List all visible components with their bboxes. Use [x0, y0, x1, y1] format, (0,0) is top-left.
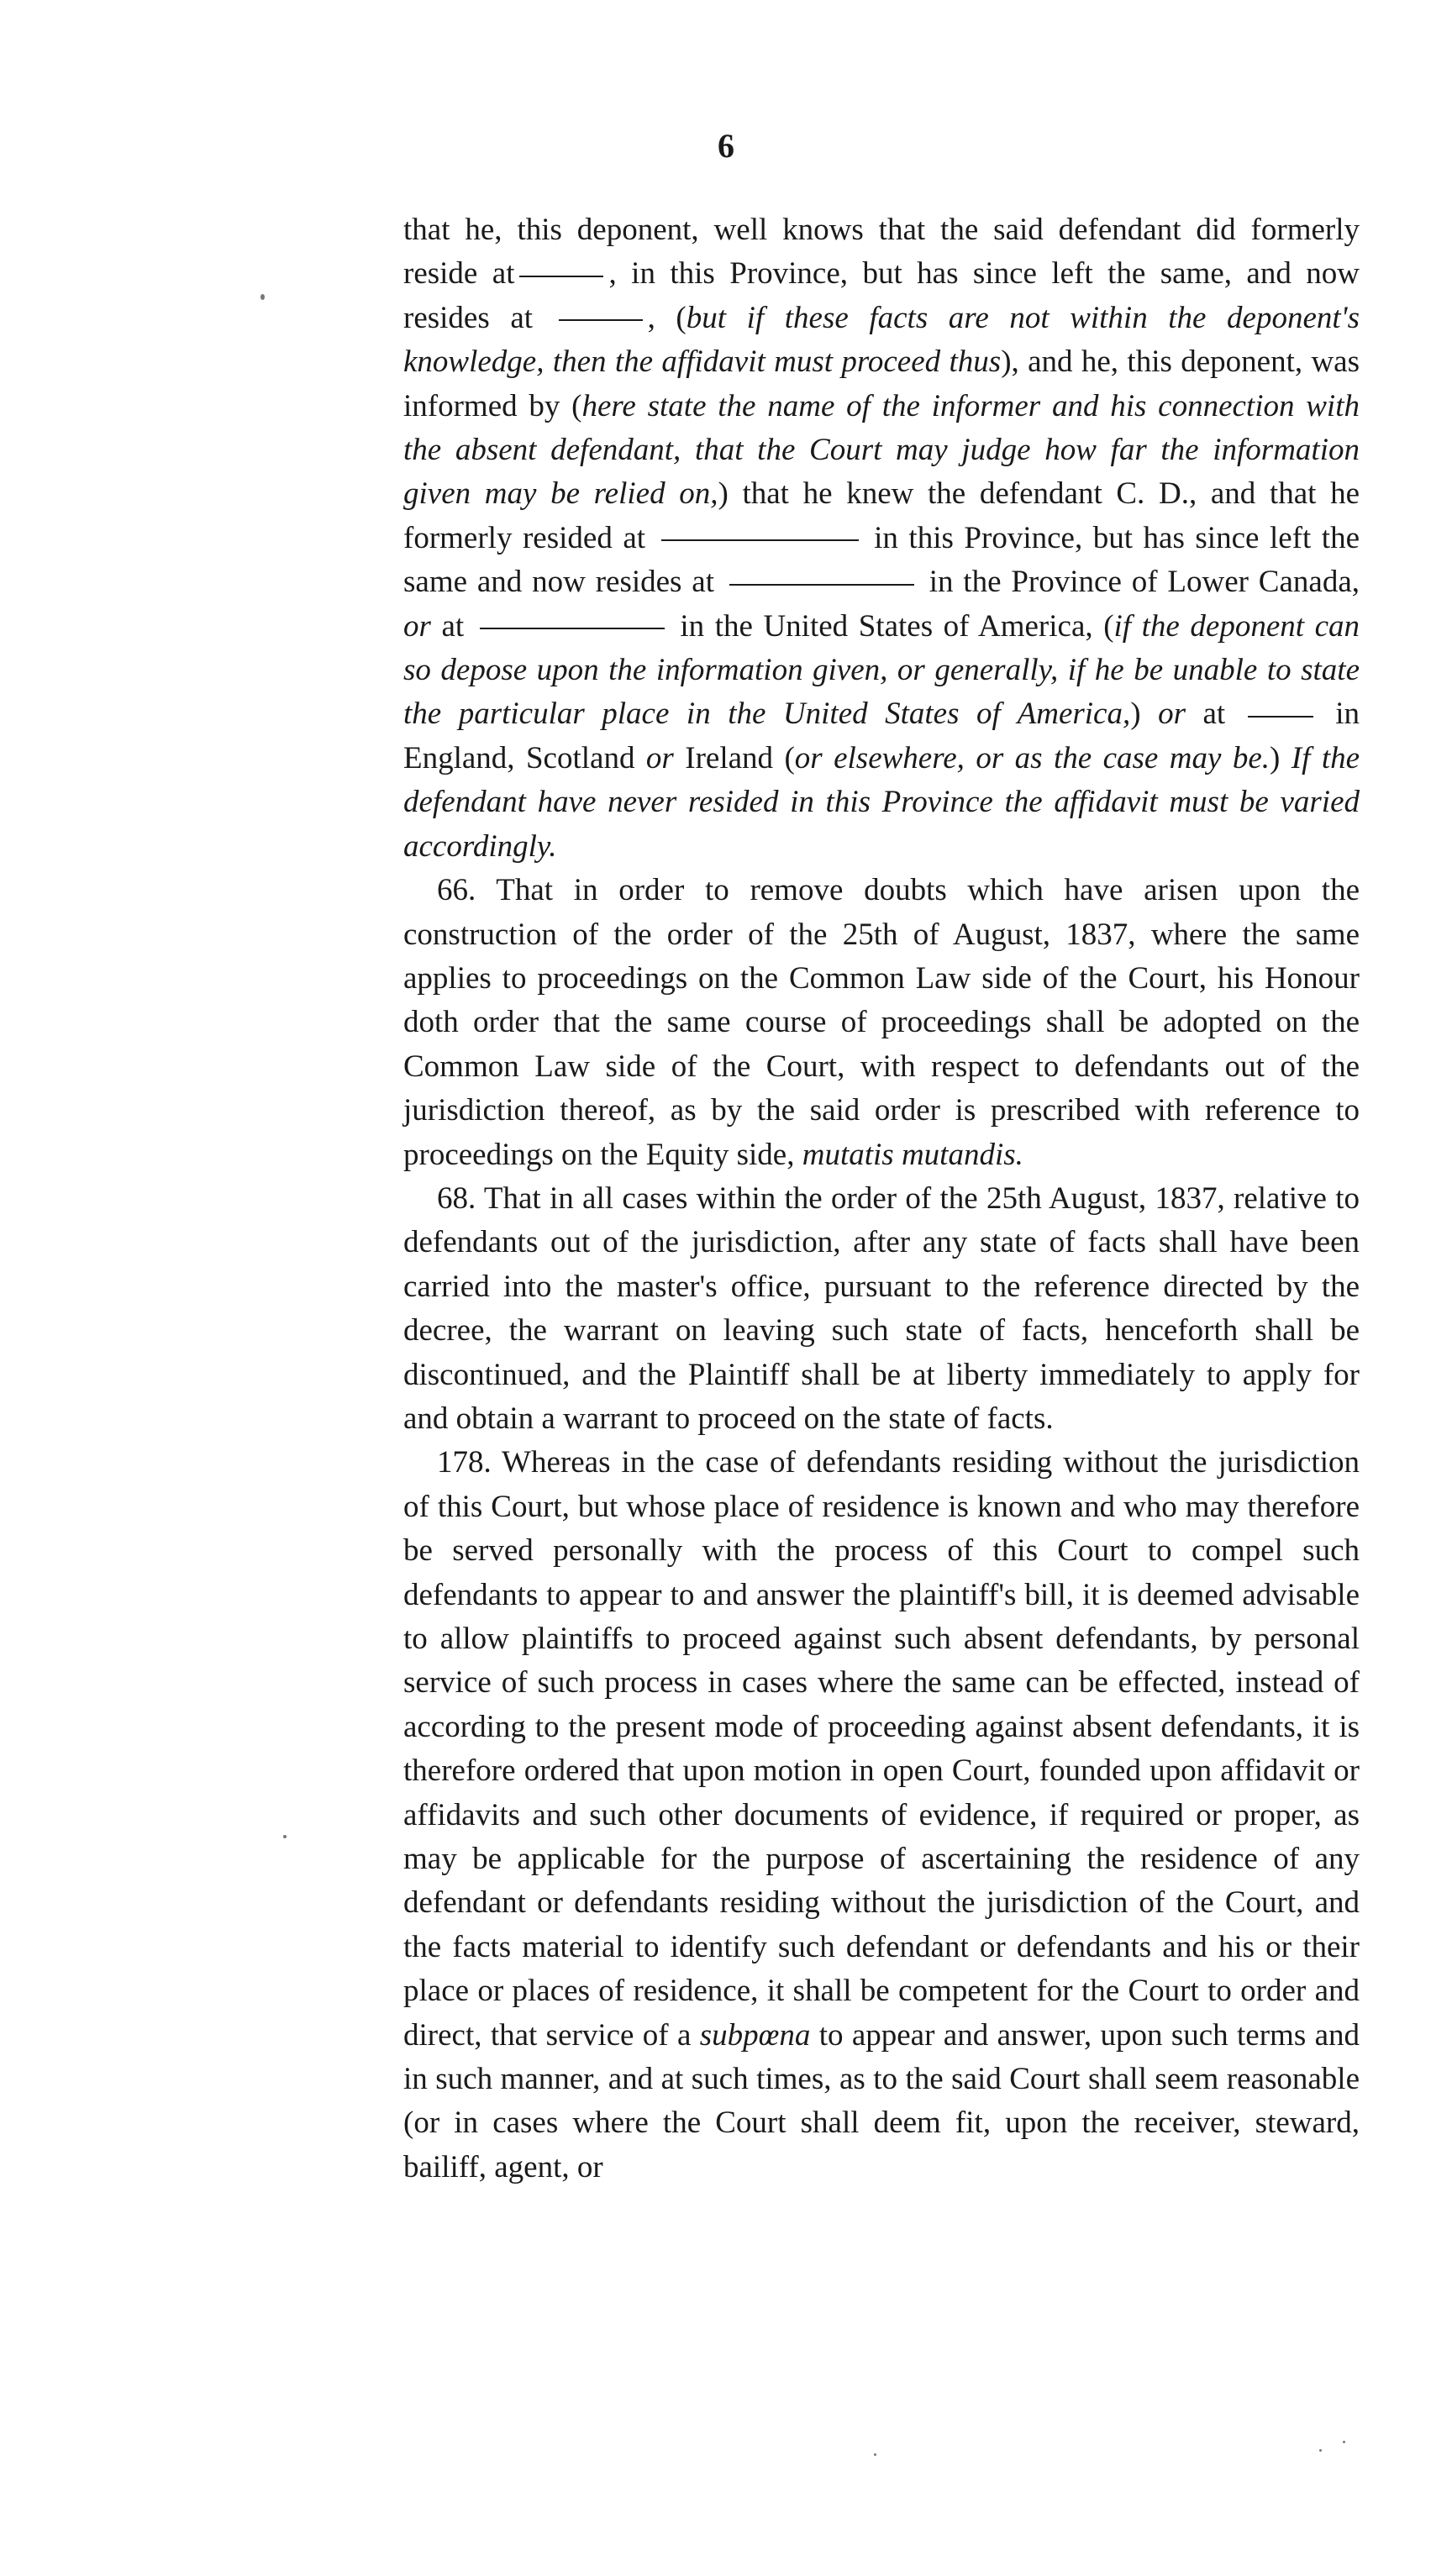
- scan-speck: [260, 294, 265, 300]
- p1-italic-m: or elsewhere, or as the case may be.: [794, 740, 1270, 775]
- p1-italic-d: here state the name of the informer and his connection with the absent defendant, that the Court may judge how far the information given may be relied on,: [403, 388, 1360, 512]
- p1-text-c: , (: [647, 300, 687, 335]
- scan-speck: [874, 2453, 876, 2456]
- p1-italic-c: but if these facts are not within the deponent's knowledge, then the affidavit must proceed thus: [403, 300, 1360, 380]
- p1-text-d: ), and he, this deponent, was informed by (: [403, 344, 1360, 423]
- paragraph-178: [403, 1441, 1360, 2190]
- p178-italic-subpoena: subpœna: [699, 2017, 811, 2053]
- p1-italic-i: if the deponent can so depose upon the information given, or generally, if he be unable to state the particular place in the United States of America,: [403, 608, 1360, 732]
- p1-text-k: at: [1202, 697, 1226, 732]
- p1-or-j: or: [1158, 697, 1186, 732]
- p1-or-l: or: [645, 740, 674, 775]
- paragraph-66: [403, 869, 1360, 1177]
- p1-italic-n: If the defendant have never resided in this Province the affidavit must be varied accordingly.: [403, 740, 1360, 864]
- blank-line: [559, 319, 643, 321]
- p1-text-e: ) that he knew the defendant C. D., and that he formerly resided at: [403, 476, 1360, 555]
- p1-text-l: in England, Scotland: [403, 697, 1360, 775]
- p1-text-j: ): [1130, 697, 1141, 732]
- p1-text-h: at: [441, 608, 465, 644]
- p68-text: 68. That in all cases within the order of the 25th August, 1837, relative to defendants out of the jurisdiction, after any state of facts shall have been carried into the master's office, pursuant to the reference directed by the decree, the warrant on leaving such state of facts, henceforth shall be discontinued, and the Plaintiff shall be at liberty immediately to apply for and obtain a warrant to proceed on the state of facts.: [403, 1180, 1360, 1436]
- p1-text-a: that he, this deponent, well knows that the said defendant did formerly reside at: [403, 213, 1360, 292]
- p1-text-g: in the Province of Lower Canada,: [929, 565, 1360, 600]
- paragraph-68: [403, 1177, 1360, 1441]
- p1-or-g: or: [403, 608, 431, 644]
- p178-text-a: 178. Whereas in the case of defendants residing without the jurisdiction of this Court, but whose place of residence is known and who may therefore be served personally with the process of this Court to compel such defendants to appear to and answer the plaintiff's bill, it is deemed advisable to allow plaintiffs to proceed against such absent defendants, by personal service of such process in cases where the same can be effected, instead of according to the present mode of proceeding against absent defendants, it is therefore ordered that upon motion in open Court, founded upon affidavit or affidavits and such other documents of evidence, if required or proper, as may be applicable for the purpose of ascertaining the residence of any defendant or defendants residing without the jurisdiction of the Court, and the facts material to identify such defendant or defendants and his or their place or places of residence, it shall be competent for the Court to order and direct, that service of a: [403, 1445, 1360, 2053]
- scan-speck: [1343, 2441, 1345, 2443]
- p1-text-i: in the United States of America, (: [680, 608, 1114, 644]
- blank-line: [480, 628, 665, 629]
- p66-text: 66. That in order to remove doubts which have arisen upon the construction of the order of the 25th of August, 1837, where the same applies to proceedings on the Common Law side of the Court, his Honour doth order that the same course of proceedings shall be adopted on the Common Law side of the Court, with respect to defendants out of the jurisdiction thereof, as by the said order is prescribed with reference to proceedings on the Equity side,: [403, 873, 1360, 1172]
- blank-line: [729, 584, 914, 586]
- p1-text-b: , in this Province, but has since left the same, and now resides at: [403, 256, 1360, 335]
- scan-speck: [283, 1835, 287, 1838]
- p1-text-n: ): [1270, 740, 1281, 775]
- p178-text-b: to appear and answer, upon such terms and in such manner, and at such times, as to the said Court shall seem reasonable (or in cases where the Court shall deem fit, upon the receiver, steward, bailiff, agent, or: [403, 2017, 1360, 2184]
- scan-speck: [1319, 2449, 1322, 2452]
- blank-line: [1248, 716, 1313, 718]
- blank-line: [519, 276, 603, 277]
- page-body: [403, 208, 1360, 2190]
- blank-line: [661, 539, 859, 541]
- page-number: 6: [718, 127, 734, 165]
- p66-italic-tail: mutatis mutandis.: [802, 1137, 1023, 1172]
- p1-text-f: in this Province, but has since left the same and now resides at: [403, 520, 1360, 600]
- affidavit-form-paragraph: [403, 208, 1360, 869]
- p1-text-m: Ireland (: [685, 740, 795, 775]
